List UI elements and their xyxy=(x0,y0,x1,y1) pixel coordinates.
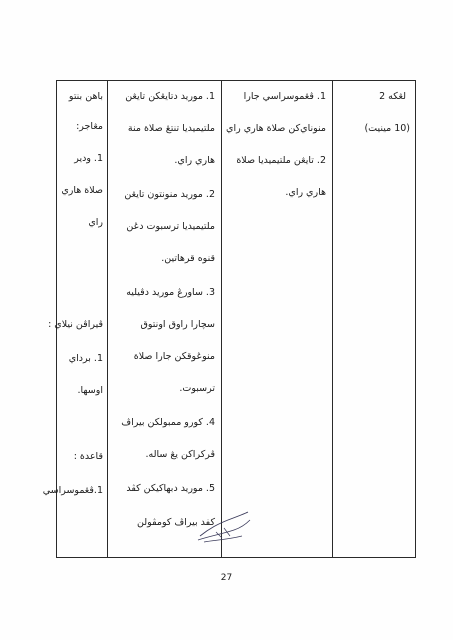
notes-line: قاعدة : xyxy=(73,451,103,462)
notes-line: 1.ڤڠموسراسي xyxy=(42,485,103,496)
notes-line: اوسها. xyxy=(77,385,103,396)
lesson-plan-table xyxy=(42,80,416,558)
teacher-activity-cell xyxy=(222,81,332,557)
pupil-activity-line: 1. موريد دتايڠكن تايڠن xyxy=(125,91,215,102)
teacher-activity-line: 2. تايڠن ملتيميديا صلاة xyxy=(236,155,326,166)
pupil-activity-line: ڤركراكن يڠ ساله. xyxy=(145,449,215,460)
pupil-activity-line: 5. موريد دبهاكيكن كڤد xyxy=(126,483,215,494)
pupil-activity-line: 2. موريد منونتون تايڠن xyxy=(124,189,215,200)
notes-line: صلاة هاري xyxy=(61,185,103,196)
pupil-activity-line: ترسبوت. xyxy=(179,383,215,394)
pupil-activity-line: قنوه قرهاتين. xyxy=(161,253,215,264)
pupil-activity-line: كفد بيراڤ كومڤولن xyxy=(137,517,215,528)
pupil-activity-line: 4. كورو ممبولكن بيراڤ xyxy=(121,417,215,428)
teacher-activity-line: هاري راي. xyxy=(285,187,326,198)
pupil-activity-line: هاري راي. xyxy=(174,155,215,166)
notes-line: 1. ودير xyxy=(74,153,103,164)
teacher-activity-line: منوناي‌كن صلاة هاري راي xyxy=(226,123,326,134)
notes-line: ڤيراڤن نيلاي : xyxy=(48,319,103,330)
teacher-activity-line: 1. ڤڠموسراسي جارا xyxy=(243,91,326,102)
notes-line: باهن بنتو xyxy=(68,91,103,102)
notes-line: 1. برداي xyxy=(68,353,103,364)
stage-duration: (10 مينيت) xyxy=(364,123,410,134)
pupil-activity-line: ملتيميديا تنتڠ صلاة منة xyxy=(127,123,215,134)
pupil-activity-cell xyxy=(108,81,221,557)
pupil-activity-line: سچارا راوق اونتوق xyxy=(140,319,215,330)
notes-cell xyxy=(42,81,107,557)
stage-label: لڠكه 2 xyxy=(379,91,406,102)
pupil-activity-line: ملتيميديا ترسبوت دڠن xyxy=(126,221,215,232)
notes-line: راي xyxy=(88,217,103,228)
page-number: 27 xyxy=(220,573,233,583)
pupil-activity-line: منوڠوقكن جارا صلاة xyxy=(133,351,215,362)
pupil-activity-line: 3. ساورڠ موريد دڤيليه xyxy=(126,287,215,298)
notes-line: مڠاجر: xyxy=(76,121,103,132)
stage-cell xyxy=(333,81,416,557)
handwritten-signature xyxy=(196,510,252,544)
